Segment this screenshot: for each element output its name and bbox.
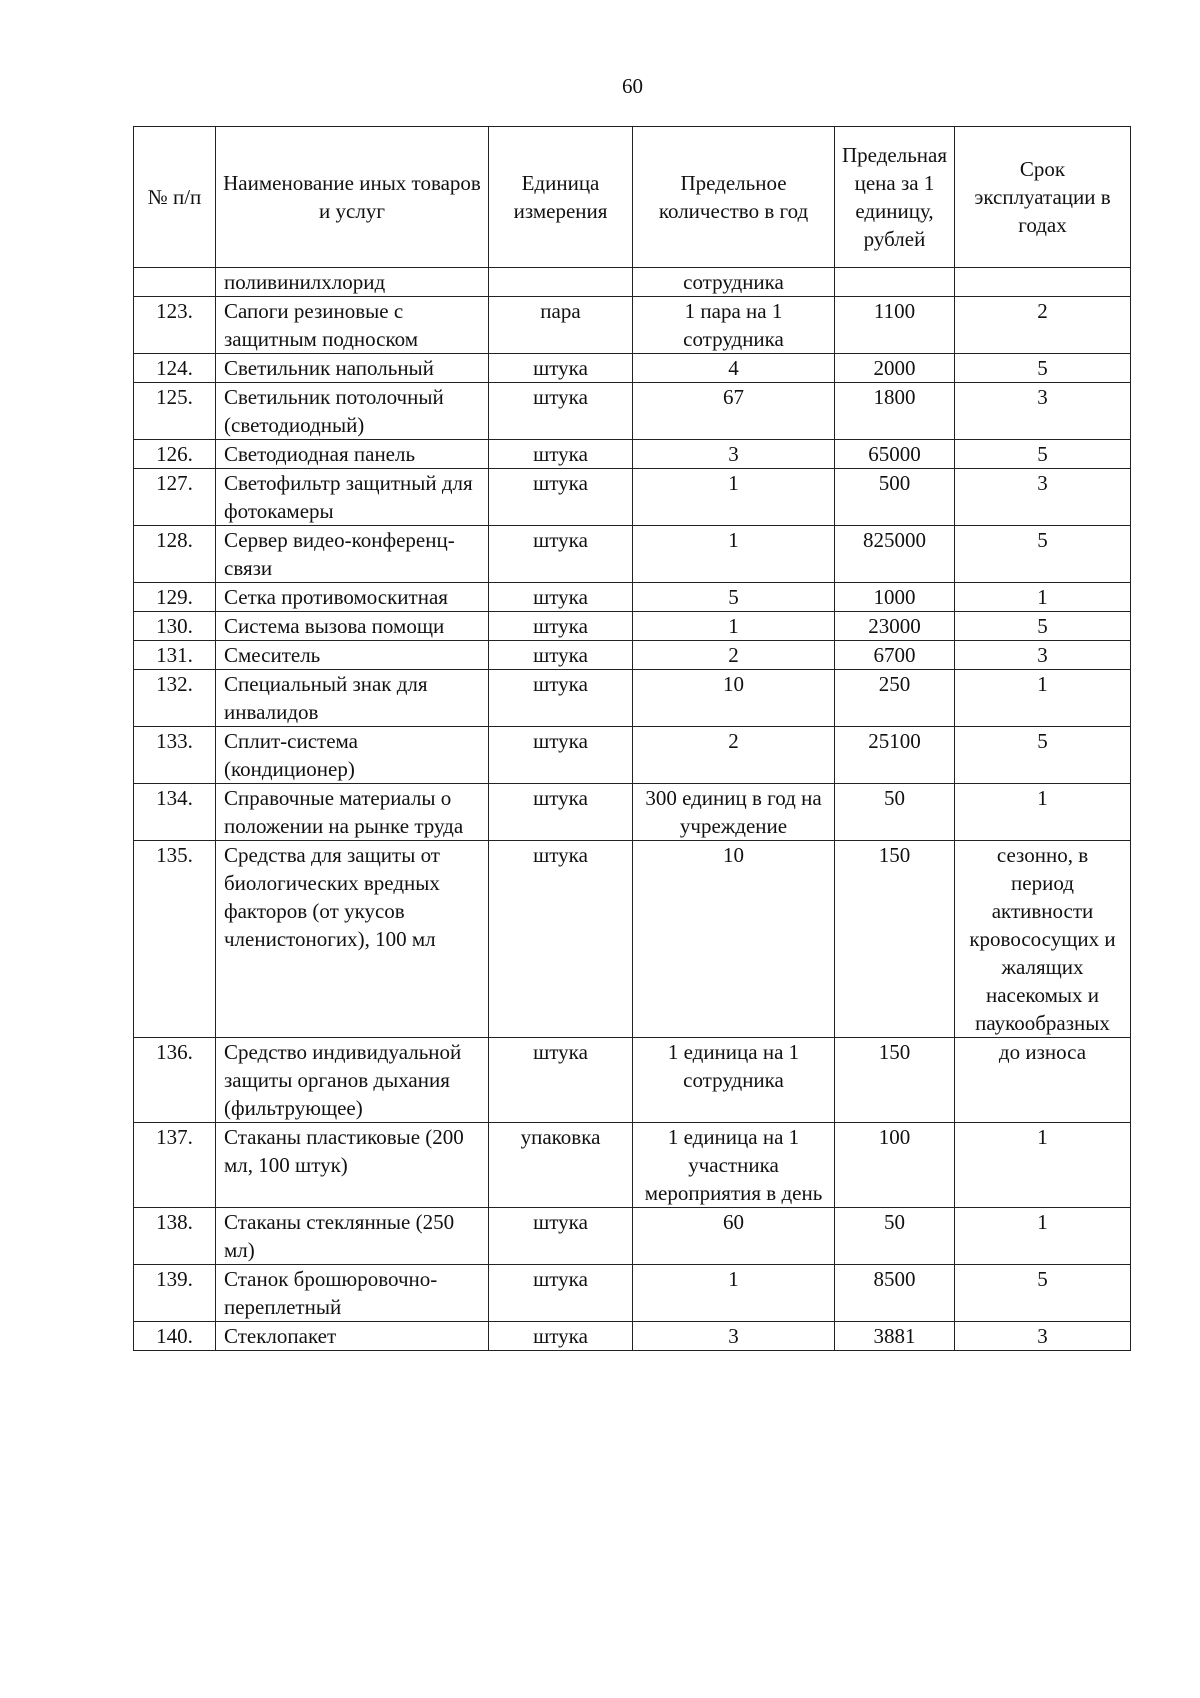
header-price: Предельная цена за 1 единицу, рублей [835,127,955,268]
cell-name: Стеклопакет [216,1322,489,1351]
table-row [134,469,1131,526]
cell-term: 3 [955,469,1131,526]
cell-term: 5 [955,612,1131,641]
cell-term: 1 [955,1123,1131,1208]
cell-qty: 1 [633,469,835,526]
header-unit: Единица измерения [489,127,633,268]
table-row [134,354,1131,383]
table-row [134,440,1131,469]
cell-unit: штука [489,526,633,583]
cell-unit: штука [489,670,633,727]
table-row [134,526,1131,583]
cell-term: 1 [955,1208,1131,1265]
cell-price: 65000 [835,440,955,469]
cell-term: до износа [955,1038,1131,1123]
cell-qty: 1 единица на 1 сотрудника [633,1038,835,1123]
cell-name: Светодиодная панель [216,440,489,469]
table-row [134,612,1131,641]
cell-name: Станок брошюровочно-переплетный [216,1265,489,1322]
cell-name: Специальный знак для инвалидов [216,670,489,727]
cell-price: 150 [835,1038,955,1123]
items-table [133,126,1131,1351]
cell-unit: пара [489,297,633,354]
cell-qty: 5 [633,583,835,612]
cell-unit: штука [489,440,633,469]
cell-num: 135. [134,841,216,1038]
cell-name: Сплит-система (кондиционер) [216,727,489,784]
cell-num: 130. [134,612,216,641]
cell-qty: 1 [633,612,835,641]
cell-num: 125. [134,383,216,440]
cell-term: сезонно, в период активности кровососущих и жалящих насекомых и паукообразных [955,841,1131,1038]
cell-name: Сетка противомоскитная [216,583,489,612]
table-row [134,1208,1131,1265]
cell-qty: 1 пара на 1 сотрудника [633,297,835,354]
cell-num: 129. [134,583,216,612]
cell-num: 123. [134,297,216,354]
table-row [134,1322,1131,1351]
cell-num: 140. [134,1322,216,1351]
cell-num: 133. [134,727,216,784]
cell-qty: 1 [633,526,835,583]
cell-num: 131. [134,641,216,670]
header-name: Наименование иных товаров и услуг [216,127,489,268]
cell-price: 1800 [835,383,955,440]
table-row [134,268,1131,297]
table-row [134,1265,1131,1322]
cell-qty: 10 [633,841,835,1038]
cell-name: Средство индивидуальной защиты органов дыхания (фильтрующее) [216,1038,489,1123]
cell-name: Сапоги резиновые с защитным подноском [216,297,489,354]
cell-name: Средства для защиты от биологических вредных факторов (от укусов членистоногих), 100 мл [216,841,489,1038]
cell-term: 5 [955,727,1131,784]
cell-price: 100 [835,1123,955,1208]
cell-term: 1 [955,670,1131,727]
cell-price: 50 [835,1208,955,1265]
header-qty: Предельное количество в год [633,127,835,268]
cell-name: Светофильтр защитный для фотокамеры [216,469,489,526]
table-row [134,727,1131,784]
cell-unit: штука [489,612,633,641]
cell-unit: штука [489,1038,633,1123]
table-row [134,641,1131,670]
table-row [134,583,1131,612]
cell-unit: штука [489,1208,633,1265]
cell-price: 2000 [835,354,955,383]
cell-unit: штука [489,641,633,670]
table-row [134,784,1131,841]
cell-unit: штука [489,469,633,526]
cell-qty: 10 [633,670,835,727]
cell-num: 127. [134,469,216,526]
cell-unit: штука [489,841,633,1038]
cell-num: 138. [134,1208,216,1265]
cell-unit: штука [489,1265,633,1322]
cell-name: Стаканы стеклянные (250 мл) [216,1208,489,1265]
cell-unit: штука [489,727,633,784]
cell-name: поливинилхлорид [216,268,489,297]
table-row [134,841,1131,1038]
cell-qty: 3 [633,1322,835,1351]
cell-num: 136. [134,1038,216,1123]
cell-price: 25100 [835,727,955,784]
cell-term: 1 [955,583,1131,612]
cell-price: 150 [835,841,955,1038]
cell-name: Смеситель [216,641,489,670]
cell-term: 5 [955,354,1131,383]
cell-price: 23000 [835,612,955,641]
cell-price: 3881 [835,1322,955,1351]
cell-price: 6700 [835,641,955,670]
cell-qty: 3 [633,440,835,469]
cell-unit: штука [489,1322,633,1351]
cell-num [134,268,216,297]
cell-num: 134. [134,784,216,841]
cell-num: 124. [134,354,216,383]
cell-unit: упаковка [489,1123,633,1208]
cell-term [955,268,1131,297]
cell-qty: 300 единиц в год на учреждение [633,784,835,841]
cell-term: 3 [955,641,1131,670]
cell-qty: 1 единица на 1 участника мероприятия в день [633,1123,835,1208]
cell-qty: 4 [633,354,835,383]
cell-name: Светильник напольный [216,354,489,383]
cell-term: 5 [955,1265,1131,1322]
cell-num: 139. [134,1265,216,1322]
table-row [134,670,1131,727]
cell-name: Сервер видео-конференц-связи [216,526,489,583]
cell-price [835,268,955,297]
cell-price: 825000 [835,526,955,583]
table-row [134,1038,1131,1123]
cell-price: 8500 [835,1265,955,1322]
cell-unit: штука [489,784,633,841]
cell-price: 1100 [835,297,955,354]
cell-unit: штука [489,583,633,612]
cell-qty: 1 [633,1265,835,1322]
cell-qty: 67 [633,383,835,440]
cell-unit: штука [489,354,633,383]
cell-num: 128. [134,526,216,583]
cell-term: 2 [955,297,1131,354]
cell-term: 5 [955,440,1131,469]
cell-qty: 60 [633,1208,835,1265]
table-row [134,297,1131,354]
cell-num: 132. [134,670,216,727]
cell-num: 137. [134,1123,216,1208]
header-term: Срок эксплуатации в годах [955,127,1131,268]
cell-name: Стаканы пластиковые (200 мл, 100 штук) [216,1123,489,1208]
cell-qty: 2 [633,727,835,784]
cell-term: 3 [955,383,1131,440]
header-num: № п/п [134,127,216,268]
cell-name: Светильник потолочный (светодиодный) [216,383,489,440]
cell-term: 1 [955,784,1131,841]
cell-qty: сотрудника [633,268,835,297]
page-number: 60 [622,74,643,98]
table-row [134,383,1131,440]
cell-unit [489,268,633,297]
cell-term: 5 [955,526,1131,583]
cell-qty: 2 [633,641,835,670]
cell-name: Справочные материалы о положении на рынке труда [216,784,489,841]
table-header-row [134,127,1131,268]
cell-price: 1000 [835,583,955,612]
cell-name: Система вызова помощи [216,612,489,641]
cell-price: 250 [835,670,955,727]
cell-price: 50 [835,784,955,841]
cell-unit: штука [489,383,633,440]
cell-price: 500 [835,469,955,526]
table-row [134,1123,1131,1208]
cell-term: 3 [955,1322,1131,1351]
cell-num: 126. [134,440,216,469]
